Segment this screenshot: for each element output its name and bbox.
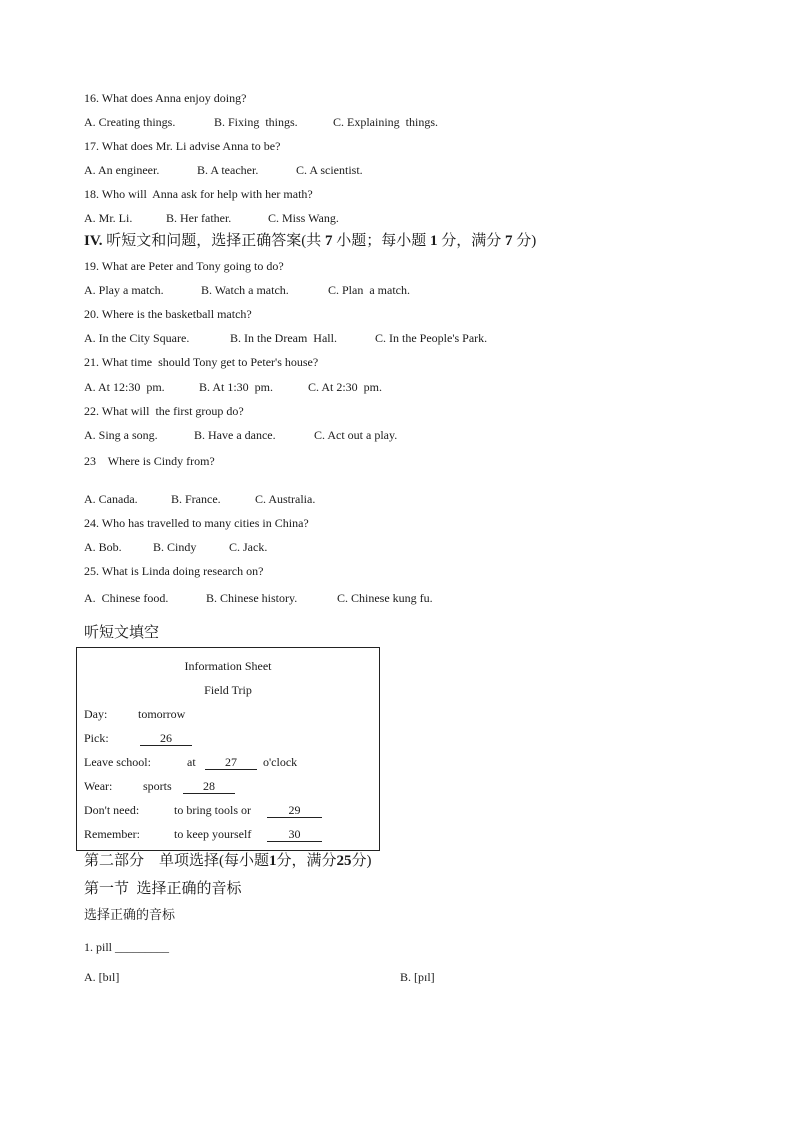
blank-27[interactable] (205, 755, 257, 770)
q17-option-b: B. A teacher. (197, 163, 259, 177)
section-4-number: IV. (84, 233, 103, 249)
question-16-stem: 16. What does Anna enjoy doing? (84, 91, 247, 105)
part-2-text-2: 分，满分 (276, 853, 337, 869)
q25-option-a: A. Chinese food. (84, 591, 169, 605)
q18-option-a: A. Mr. Li. (84, 211, 133, 225)
pick-label: Pick: (84, 731, 109, 745)
question-23-stem: 23 Where is Cindy from? (84, 454, 215, 468)
remember-label: Remember: (84, 827, 140, 841)
remember-value: to keep yourself (174, 827, 252, 841)
section-4-points: 1 (430, 233, 438, 249)
part-2-text: 第二部分 单项选择(每小题 (84, 853, 269, 869)
blank-26[interactable] (140, 731, 192, 746)
q22-option-a: A. Sing a song. (84, 428, 158, 442)
question-20-stem: 20. Where is the basketball match? (84, 307, 252, 321)
section-4-text: 听短文和问题，选择正确答案(共 (102, 233, 325, 249)
blank-28-number: 28 (183, 780, 235, 794)
question-21-stem: 21. What time should Tony get to Peter's house? (84, 355, 319, 369)
fill-in-heading: 听短文填空 (84, 625, 160, 641)
wear-label: Wear: (84, 779, 113, 793)
q16-option-b: B. Fixing things. (214, 115, 298, 129)
q19-option-b: B. Watch a match. (201, 283, 289, 297)
part-2-points: 1 (269, 853, 277, 869)
blank-30[interactable] (267, 827, 322, 842)
question-17-stem: 17. What does Mr. Li advise Anna to be? (84, 139, 281, 153)
q23-option-a: A. Canada. (84, 492, 138, 506)
information-sheet-box (76, 647, 380, 851)
q20-option-a: A. In the City Square. (84, 331, 190, 345)
q21-option-a: A. At 12:30 pm. (84, 380, 165, 394)
q20-option-b: B. In the Dream Hall. (230, 331, 337, 345)
section-1-heading: 第一节 选择正确的音标 (84, 881, 242, 897)
q24-option-b: B. Cindy (153, 540, 197, 554)
question-25-stem: 25. What is Linda doing research on? (84, 564, 264, 578)
section-4-text-4: 分) (512, 233, 537, 249)
blank-26-number: 26 (140, 732, 192, 746)
info-sheet-title: Information Sheet (184, 659, 272, 673)
q21-option-b: B. At 1:30 pm. (199, 380, 274, 394)
part-2-heading (84, 852, 372, 870)
q25-option-c: C. Chinese kung fu. (337, 591, 433, 605)
q18-option-c: C. Miss Wang. (268, 211, 339, 225)
question-1-text: 1. pill (84, 940, 113, 954)
q24-option-c: C. Jack. (229, 540, 268, 554)
dont-need-label: Don't need: (84, 803, 140, 817)
day-value: tomorrow (138, 707, 186, 721)
part-2-text-3: 分) (351, 853, 372, 869)
section-4-count: 7 (325, 233, 333, 249)
q23-option-b: B. France. (171, 492, 221, 506)
blank-29[interactable] (267, 803, 322, 818)
q21-option-c: C. At 2:30 pm. (308, 380, 383, 394)
oclock-text: o'clock (263, 755, 298, 769)
question-19-stem: 19. What are Peter and Tony going to do? (84, 259, 284, 273)
q17-option-a: A. An engineer. (84, 163, 160, 177)
q25-option-b: B. Chinese history. (206, 591, 298, 605)
q17-option-c: C. A scientist. (296, 163, 363, 177)
question-24-stem: 24. Who has travelled to many cities in China? (84, 516, 309, 530)
blank-30-number: 30 (267, 828, 322, 842)
part-2-total: 25 (336, 853, 352, 869)
blank-29-number: 29 (267, 804, 322, 818)
q22-option-b: B. Have a dance. (194, 428, 276, 442)
question-18-stem: 18. Who will Anna ask for help with her math? (84, 187, 313, 201)
question-1-blank[interactable]: _________ (115, 940, 170, 954)
dont-need-value: to bring tools or (174, 803, 251, 817)
section-4-text-2: 小题；每小题 (332, 233, 431, 249)
section-4-text-3: 分，满分 (437, 233, 506, 249)
q16-option-c: C. Explaining things. (333, 115, 438, 129)
q23-option-c: C. Australia. (255, 492, 316, 506)
leave-school-label: Leave school: (84, 755, 151, 769)
q19-option-a: A. Play a match. (84, 283, 164, 297)
q19-option-c: C. Plan a match. (328, 283, 410, 297)
q20-option-c: C. In the People's Park. (375, 331, 488, 345)
question-1-stem (84, 940, 169, 954)
info-sheet-subtitle: Field Trip (204, 683, 252, 697)
question-22-stem: 22. What will the first group do? (84, 404, 244, 418)
q1-option-b: B. [pɪl] (400, 970, 435, 984)
q24-option-a: A. Bob. (84, 540, 122, 554)
q1-option-a: A. [bɪl] (84, 970, 120, 984)
blank-27-number: 27 (205, 756, 257, 770)
section-4-heading (84, 232, 536, 250)
q16-option-a: A. Creating things. (84, 115, 176, 129)
section-1-instruction: 选择正确的音标 (84, 907, 176, 922)
wear-value: sports (143, 779, 172, 793)
q18-option-b: B. Her father. (166, 211, 232, 225)
blank-28[interactable] (183, 779, 235, 794)
leave-at-text: at (187, 755, 196, 769)
section-4-total: 7 (505, 233, 513, 249)
day-label: Day: (84, 707, 108, 721)
q22-option-c: C. Act out a play. (314, 428, 398, 442)
